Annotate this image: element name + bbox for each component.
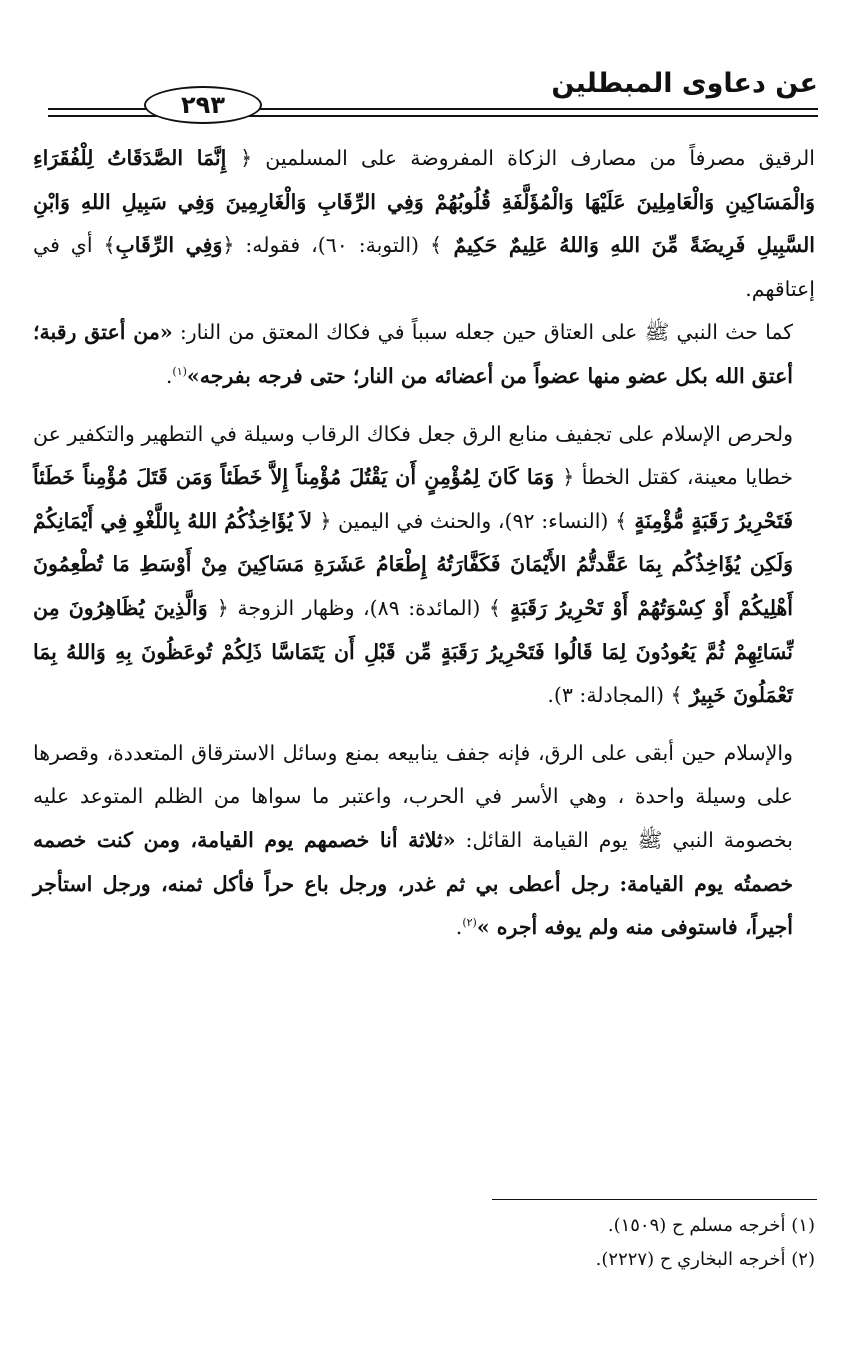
footnote: (٢) أخرجه البخاري ح (٢٢٢٧). — [595, 1249, 815, 1270]
paragraph — [33, 311, 815, 398]
main-text — [33, 137, 815, 950]
quran-bracket-close: ﴾ — [103, 233, 116, 258]
paragraph — [33, 413, 815, 718]
text-run: . — [165, 363, 173, 388]
paragraph — [33, 137, 815, 311]
quran-bracket-open: ﴿ — [216, 595, 229, 620]
hadith-quote: «من أعتق رقبة؛ أعتق الله بكل عضو منها عضواً من أعضائه من النار؛ حتى فرجه بفرجه» — [33, 320, 793, 388]
text-run: (المجادلة: ٣). — [547, 683, 671, 708]
page-header — [48, 62, 818, 124]
text-run: (التوبة: ٦٠)، فقوله: — [234, 233, 430, 258]
quran-bracket-close: ﴾ — [429, 233, 442, 258]
text-run: كما حث النبي ﷺ على العتاق حين جعله سبباً في فكاك المعتق من النار: — [172, 320, 793, 345]
footnote-ref[interactable]: (٢) — [462, 916, 477, 930]
quran-bracket-open: ﴿ — [562, 465, 575, 490]
quran-verse: وَفِي الرِّقَابِ — [115, 233, 223, 258]
quran-bracket-close: ﴾ — [670, 683, 683, 708]
text-run: . — [455, 915, 463, 940]
paragraph — [33, 732, 815, 950]
quran-bracket-open: ﴿ — [240, 146, 253, 170]
text-run: الرقيق مصرفاً من مصارف الزكاة المفروضة على المسلمين — [252, 146, 815, 170]
quran-bracket-open: ﴿ — [222, 233, 235, 258]
footnotes — [33, 1209, 815, 1277]
text-run: ولحرص الإسلام على تجفيف منابع الرق جعل فكاك الرقاب وسيلة في التطهير والتكفير عن خطايا معينة، كقتل الخطأ — [33, 421, 793, 490]
quran-bracket-close: ﴾ — [488, 595, 501, 620]
running-title: عن دعاوى المبطلين — [551, 68, 818, 99]
page-number: ٢٩٣ — [144, 86, 262, 124]
quran-verse: وَالَّذِينَ يُظَاهِرُونَ مِن نِّسَائِهِمْ ثُمَّ يَعُودُونَ لِمَا قَالُوا فَتَحْرِيرُ رَقَبَةٍ مِّن قَبْلِ أَن يَتَمَاسَّا ذَلِكُمْ تُوعَظُونَ بِهِ وَاللهُ بِمَا تَعْمَلُونَ خَبِيرٌ — [33, 595, 793, 708]
quran-verse: إِنَّمَا الصَّدَقَاتُ لِلْفُقَرَاءِ وَالْمَسَاكِينِ وَالْعَامِلِينَ عَلَيْهَا وَالْمُؤَلَّفَةِ قُلُوبُهُمْ وَفِي الرِّقَابِ وَالْغَارِمِينَ وَفِي سَبِيلِ اللهِ وَابْنِ السَّبِيلِ فَرِيضَةً مِّنَ اللهِ وَاللهُ عَلِيمٌ حَكِيمٌ — [33, 146, 815, 258]
footnote: (١) أخرجه مسلم ح (١٥٠٩). — [607, 1215, 815, 1236]
hadith-quote: «ثلاثة أنا خصمهم يوم القيامة، ومن كنت خصمه خصمتُه يوم القيامة: رجل أعطى بي ثم غدر، ورجل باع حراً فأكل ثمنه، ورجل استأجر أجيراً، فاستوفى منه ولم يوفه أجره » — [33, 827, 793, 940]
text-run: والإسلام حين أبقى على الرق، فإنه جفف ينابيعه بمنع وسائل الاسترقاق المتعددة، وقصرها على وسيلة واحدة ، وهي الأسر في الحرب، واعتبر ما سواها من الظلم المتوعد عليه بخصومة النبي ﷺ يوم القيامة القائل: — [33, 740, 793, 852]
footnote-ref[interactable]: (١) — [172, 365, 187, 379]
quran-bracket-open: ﴿ — [319, 508, 332, 533]
text-run: (النساء: ٩٢)، والحنث في اليمين — [331, 508, 616, 533]
quran-verse: لاَ يُؤَاخِذُكُمُ اللهُ بِاللَّغْوِ فِي أَيْمَانِكُمْ وَلَكِن يُؤَاخِذُكُم بِمَا عَقَّدتُّمُ الأَيْمَانَ فَكَفَّارَتُهُ إِطْعَامُ عَشَرَةِ مَسَاكِينَ مِنْ أَوْسَطِ مَا تُطْعِمُونَ أَهْلِيكُمْ أَوْ كِسْوَتُهُمْ أَوْ تَحْرِيرُ رَقَبَةٍ — [33, 508, 793, 620]
quran-bracket-close: ﴾ — [615, 508, 628, 533]
text-run: (المائدة: ٨٩)، وظهار الزوجة — [228, 595, 489, 620]
quran-verse: وَمَا كَانَ لِمُؤْمِنٍ أَن يَقْتُلَ مُؤْمِناً إِلاَّ خَطَئاً وَمَن قَتَلَ مُؤْمِناً خَطَئاً فَتَحْرِيرُ رَقَبَةٍ مُّؤْمِنَةٍ — [33, 465, 793, 533]
text-run: أي في إعتاقهم. — [33, 233, 815, 301]
footnote-separator — [492, 1199, 817, 1200]
